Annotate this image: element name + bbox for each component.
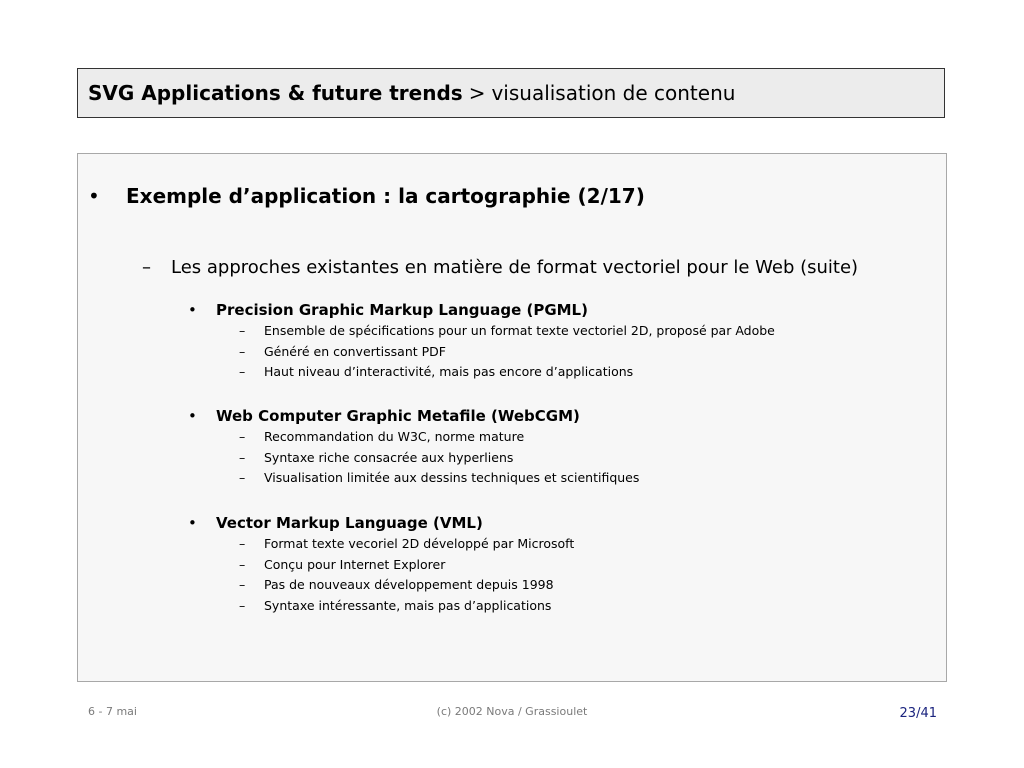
dash-marker: – [239,343,246,359]
dash-marker: – [239,536,246,551]
dash-marker: – [239,323,246,338]
bullet-marker: • [88,184,100,208]
list-item-text: Syntaxe riche consacrée aux hyperliens [264,449,514,465]
list-item [239,596,574,617]
main-heading: Exemple d’application : la cartographie (2/17) [126,184,645,208]
section-heading [188,299,775,321]
footer-date: 6 - 7 mai [88,705,137,718]
dash-marker: – [239,597,246,613]
list-item [239,534,574,555]
list-item-text: Ensemble de spécifications pour un format texte vectoriel 2D, proposé par Adobe [264,323,775,338]
list-item [239,321,775,342]
list-item-text: Haut niveau d’interactivité, mais pas encore d’applications [264,364,634,379]
section-item-list [188,534,574,616]
list-item-text: Généré en convertissant PDF [264,343,446,359]
list-item-text: Pas de nouveaux développement depuis 1998 [264,577,554,592]
main-bullet-item [88,184,645,208]
footer-page-number: 23/41 [899,706,937,721]
list-item [239,575,574,596]
dash-marker: – [239,429,246,444]
sub-bullet-item [142,257,858,278]
list-item-text: Visualisation limitée aux dessins techniques et scientifiques [264,470,640,485]
dash-marker: – [239,449,246,465]
slide-title-bar [77,68,945,118]
list-item-text: Syntaxe intéressante, mais pas d’applications [264,597,552,613]
slide-title-main: SVG Applications & future trends [88,81,463,105]
dash-marker: – [239,577,246,592]
list-item [239,342,775,363]
section-item-list [188,427,639,489]
bullet-marker: • [188,301,197,319]
sub-heading: Les approches existantes en matière de format vectoriel pour le Web (suite) [171,257,859,278]
slide-content-box [77,153,947,682]
section-title: Precision Graphic Markup Language (PGML) [216,301,588,319]
dash-marker: – [142,257,151,278]
bullet-marker: • [188,407,197,425]
list-item [239,555,574,576]
list-item-text: Conçu pour Internet Explorer [264,556,446,572]
section-heading [188,405,639,427]
section-item-list [188,321,775,383]
slide-title-sub: visualisation de contenu [491,81,736,105]
section-vml [188,512,574,616]
list-item [239,362,775,383]
section-title: Vector Markup Language (VML) [216,514,483,532]
footer-copyright: (c) 2002 Nova / Grassioulet [436,705,588,718]
section-pgml [188,299,775,383]
list-item-text: Recommandation du W3C, norme mature [264,429,525,444]
bullet-marker: • [188,514,197,532]
section-heading [188,512,574,534]
list-item [239,427,639,448]
section-webcgm [188,405,639,489]
list-item-text: Format texte vecoriel 2D développé par Microsoft [264,536,575,551]
list-item [239,468,639,489]
dash-marker: – [239,556,246,572]
slide-title-separator: > [468,81,486,105]
dash-marker: – [239,470,246,485]
section-title: Web Computer Graphic Metafile (WebCGM) [216,407,580,425]
dash-marker: – [239,364,246,379]
list-item [239,448,639,469]
